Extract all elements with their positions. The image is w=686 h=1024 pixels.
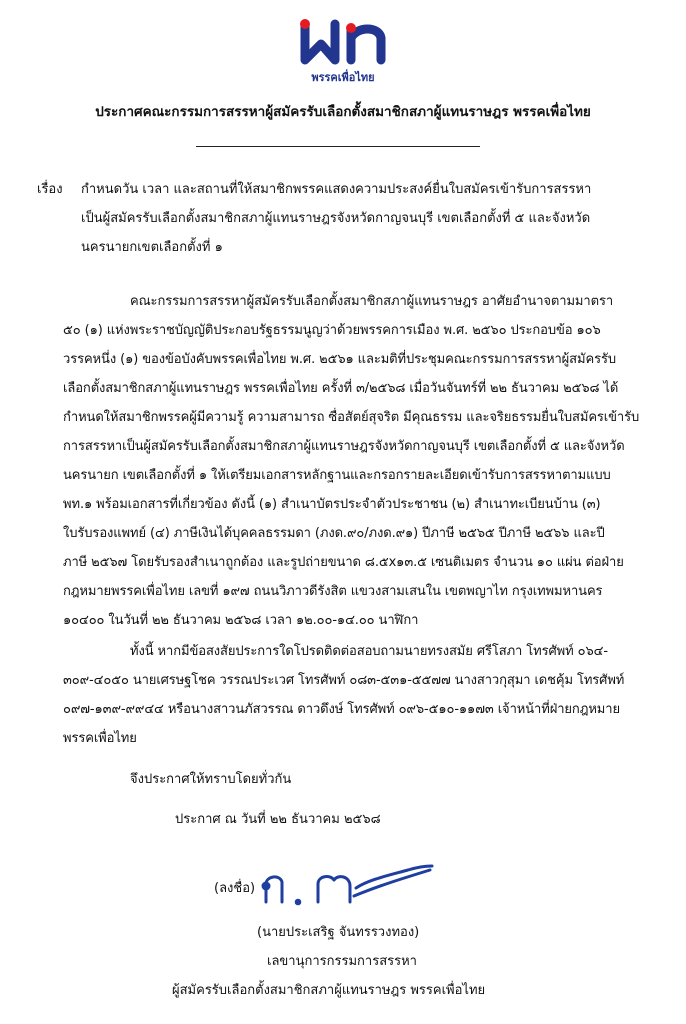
announcement-title: ประกาศคณะกรรมการสรรหาผู้สมัครรับเลือกตั้งสมาชิกสภาผู้แทนราษฎร พรรคเพื่อไทย <box>95 104 591 120</box>
signer-position: ผู้สมัครรับเลือกตั้งสมาชิกสภาผู้แทนราษฎร พรรคเพื่อไทย <box>172 983 486 998</box>
subject-line: เป็นผู้สมัครรับเลือกตั้งสมาชิกสภาผู้แทนราษฎรจังหวัดกาญจนบุรี เขตเลือกตั้งที่ ๕ และจังหวัด <box>81 211 591 226</box>
paragraph-1-line: กฎหมายพรรคเพื่อไทย เลขที่ ๑๙๗ ถนนวิภาวดีรังสิต แขวงสามเสนใน เขตพญาไท กรุงเทพมหานคร <box>63 584 603 599</box>
signer-position: เลขานุการกรรมการสรรหา <box>267 954 417 969</box>
paragraph-1-line: เลือกตั้งสมาชิกสภาผู้แทนราษฎร พรรคเพื่อไทย ครั้งที่ ๓/๒๕๖๘ เมื่อวันจันทร์ที่ ๒๒ ธันวาคม ๒๕๖๘ ได้ <box>63 381 619 396</box>
signer-name: (นายประเสริฐ จันทรรวงทอง) <box>257 925 420 940</box>
subject-line: กำหนดวัน เวลา และสถานที่ให้สมาชิกพรรคแสดงความประสงค์ยื่นใบสมัครเข้ารับการสรรหา <box>81 182 592 197</box>
paragraph-1-line: การสรรหาเป็นผู้สมัครรับเลือกตั้งสมาชิกสภาผู้แทนราษฎรจังหวัดกาญจนบุรี เขตเลือกตั้งที่ ๕ และจังหวัด <box>63 439 625 454</box>
paragraph-1-line: ใบรับรองแพทย์ (๔) ภาษีเงินได้บุคคลธรรมดา (ภงด.๙๐/ภงด.๙๑) ปีภาษี ๒๕๖๕ ปีภาษี ๒๕๖๖ และปี <box>63 526 605 541</box>
subject-line: นครนายกเขตเลือกตั้งที่ ๑ <box>81 240 223 255</box>
signature-label: (ลงชื่อ) <box>214 881 256 896</box>
party-logo-mark <box>295 16 391 68</box>
paragraph-2-line: ทั้งนี้ หากมีข้อสงสัยประการใดโปรดติดต่อสอบถามนายทรงสมัย ศรีโสภา โทรศัพท์ ๐๖๔- <box>130 644 608 659</box>
party-logo <box>295 16 391 84</box>
subject-label: เรื่อง <box>37 182 63 197</box>
paragraph-2-line: พรรคเพื่อไทย <box>63 731 137 746</box>
paragraph-1-line: พท.๑ พร้อมเอกสารที่เกี่ยวข้อง ดังนี้ (๑) สำเนาบัตรประจำตัวประชาชน (๒) สำเนาทะเบียนบ้าน (๓) <box>63 497 601 512</box>
paragraph-1-line: ๕๐ (๑) แห่งพระราชบัญญัติประกอบรัฐธรรมนูญว่าด้วยพรรคการเมือง พ.ศ. ๒๕๖๐ ประกอบข้อ ๑๐๖ <box>63 323 601 338</box>
paragraph-2-line: ๐๙๗-๑๓๙-๙๙๔๔ หรือนางสาวนภัสวรรณ ดาวดึงษ์ โทรศัพท์ ๐๙๖-๕๑๐-๑๑๗๓ เจ้าหน้าที่ฝ่ายกฎหมาย <box>63 702 620 717</box>
paragraph-1-line: ภาษี ๒๕๖๗ โดยรับรองสำเนาถูกต้อง และรูปถ่ายขนาด ๘.๕x๑๓.๕ เซนติเมตร จำนวน ๑๐ แผ่น ต่อฝ่าย <box>63 555 624 570</box>
title-underline <box>196 146 480 147</box>
paragraph-1-line: คณะกรรมการสรรหาผู้สมัครรับเลือกตั้งสมาชิกสภาผู้แทนราษฎร อาศัยอำนาจตามมาตรา <box>130 294 614 309</box>
party-logo-text: พรรคเพื่อไทย <box>311 71 375 84</box>
handwritten-signature <box>258 862 438 908</box>
announcement-date: ประกาศ ณ วันที่ ๒๒ ธันวาคม ๒๕๖๘ <box>175 812 381 827</box>
paragraph-1-line: นครนายก เขตเลือกตั้งที่ ๑ ให้เตรียมเอกสารหลักฐานและกรอกรายละเอียดเข้ารับการสรรหาตามแบบ <box>63 468 611 483</box>
paragraph-1-line: วรรคหนึ่ง (๑) ของข้อบังคับพรรคเพื่อไทย พ.ศ. ๒๕๖๑ และมติที่ประชุมคณะกรรมการสรรหาผู้สมัครรับ <box>63 352 616 367</box>
paragraph-1-line: กำหนดให้สมาชิกพรรคผู้มีความรู้ ความสามารถ ซื่อสัตย์สุจริต มีคุณธรรม และจริยธรรมยื่นใบสมัครเข้ารับ <box>63 410 640 425</box>
paragraph-2-line: ๓๐๙-๔๐๕๐ นายเศรษฐโชค วรรณประเวศ โทรศัพท์ ๐๘๓-๕๓๑-๕๕๗๗ นางสาวกุสุมา เดชคุ้ม โทรศัพท์ <box>63 673 625 688</box>
paragraph-1-line: ๑๐๔๐๐ ในวันที่ ๒๒ ธันวาคม ๒๕๖๘ เวลา ๑๒.๐๐-๑๔.๐๐ นาฬิกา <box>63 613 419 628</box>
closing-statement: จึงประกาศให้ทราบโดยทั่วกัน <box>130 772 292 787</box>
